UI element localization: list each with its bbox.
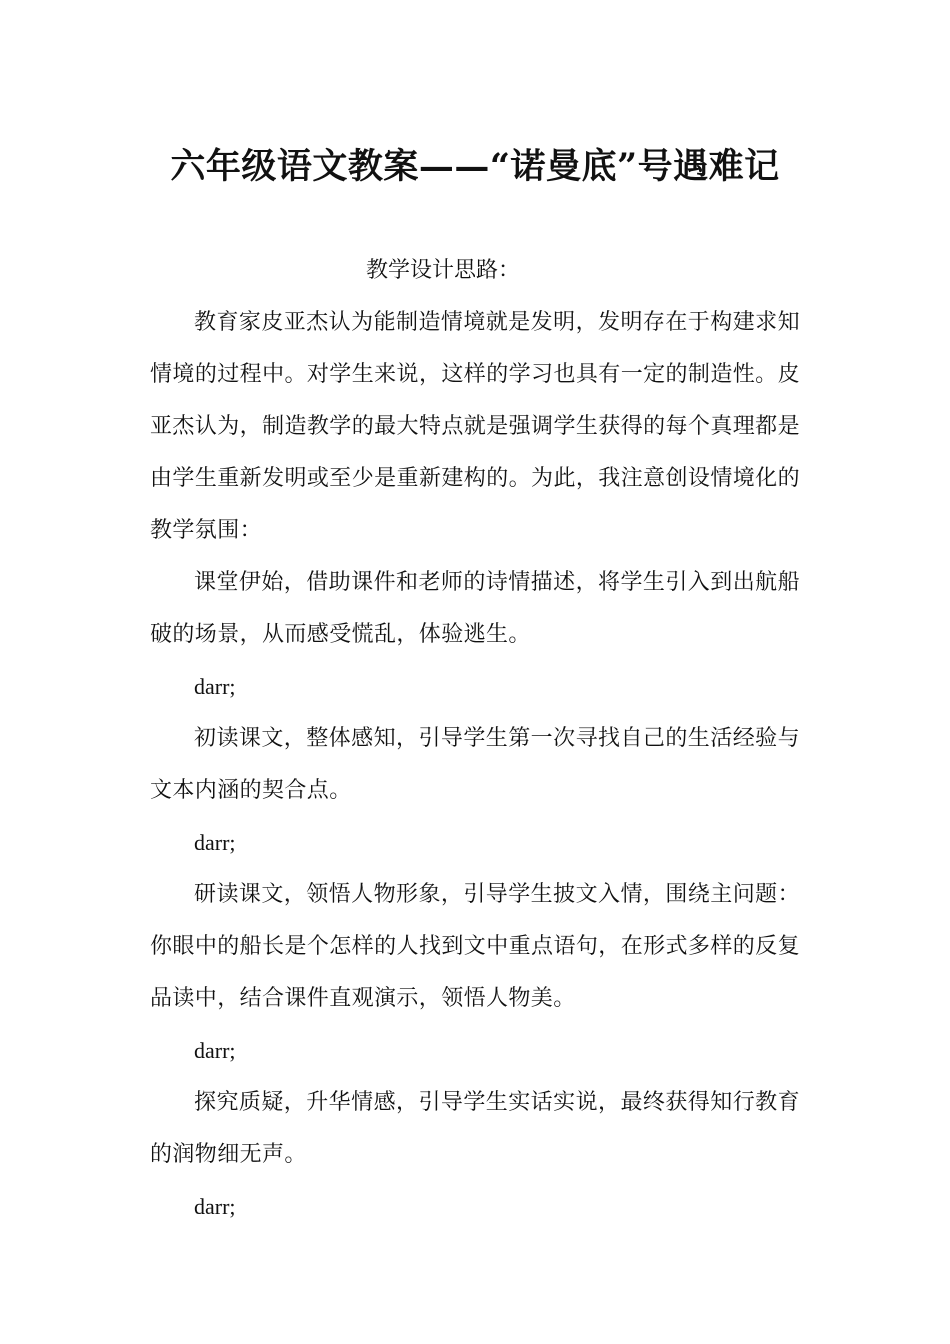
section-heading: 教学设计思路： [366,258,521,283]
arrow-text-3: darr; [194,1038,236,1063]
paragraph-step-4: 探究质疑，升华情感，引导学生实话实说，最终获得知行教育的润物细无声。 [150,1090,800,1167]
paragraph-step-1: 课堂伊始，借助课件和老师的诗情描述，将学生引入到出航船破的场景，从而感受慌乱，体验逃生。 [150,570,800,647]
arrow-text-4: darr; [194,1194,236,1219]
arrow-text-1: darr; [194,674,236,699]
paragraph-step-3: 研读课文，领悟人物形象，引导学生披文入情，围绕主问题：你眼中的船长是个怎样的人找到文中重点语句，在形式多样的反复品读中，结合课件直观演示，领悟人物美。 [150,882,800,1011]
document-body [150,245,800,1233]
document-title: 六年级语文教案——“诺曼底”号遇难记 [170,146,780,188]
arrow-text-2: darr; [194,830,236,855]
paragraph-intro: 教育家皮亚杰认为能制造情境就是发明，发明存在于构建求知情境的过程中。对学生来说，这样的学习也具有一定的制造性。皮亚杰认为，制造教学的最大特点就是强调学生获得的每个真理都是由学生重新发明或至少是重新建构的。为此，我注意创设情境化的教学氛围： [150,310,800,543]
paragraph-step-2: 初读课文，整体感知，引导学生第一次寻找自己的生活经验与文本内涵的契合点。 [150,726,800,803]
